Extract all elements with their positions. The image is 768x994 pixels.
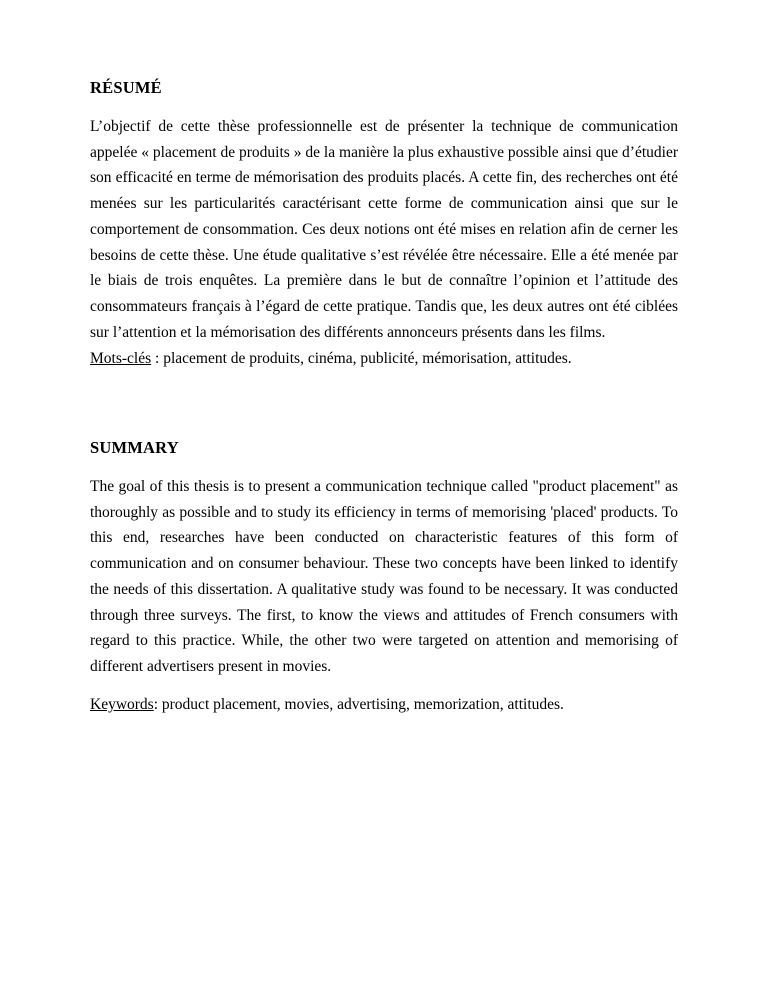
summary-keywords-line: [90, 692, 678, 718]
summary-keywords-label: Keywords: [90, 695, 154, 713]
summary-section: [90, 438, 678, 717]
resume-keywords-line: [90, 346, 678, 372]
summary-keywords-text: : product placement, movies, advertising, memorization, attitudes.: [153, 695, 564, 713]
resume-heading: RÉSUMÉ: [90, 78, 162, 97]
resume-keywords-label: Mots-clés: [90, 350, 152, 368]
resume-body-paragraph: L’objectif de cette thèse professionnelle est de présenter la technique de communication appelée « placement de produits » de la manière la plus exhaustive possible ainsi que d’étudier son efficacité en terme de mémorisation des produits placés. A cette fin, des recherches ont été menées sur les particularités caractérisant cette forme de communication ainsi que sur le comportement de consommation. Ces deux notions ont été mises en relation afin de cerner les besoins de cette thèse. Une étude qualitative s’est révélée être nécessaire. Elle a été menée par le biais de trois enquêtes. La première dans le but de connaître l’opinion et l’attitude des consommateurs français à l’égard de cette pratique. Tandis que, les deux autres ont été ciblées sur l’attention et la mémorisation des différents annonceurs présents dans les films.: [90, 118, 678, 341]
summary-body-paragraph: The goal of this thesis is to present a communication technique called "product placement" as thoroughly as possible and to study its efficiency in terms of memorising 'placed' products. To this end, researches have been conducted on characteristic features of this form of communication and on consumer behaviour. These two concepts have been linked to identify the needs of this dissertation. A qualitative study was found to be necessary. It was conducted through three surveys. The first, to know the views and attitudes of French consumers with regard to this practice. While, the other two were targeted on attention and memorising of different advertisers present in movies.: [90, 478, 678, 675]
summary-heading: SUMMARY: [90, 438, 179, 458]
resume-section: [90, 78, 678, 372]
resume-keywords-text: : placement de produits, cinéma, publicité, mémorisation, attitudes.: [151, 350, 572, 368]
